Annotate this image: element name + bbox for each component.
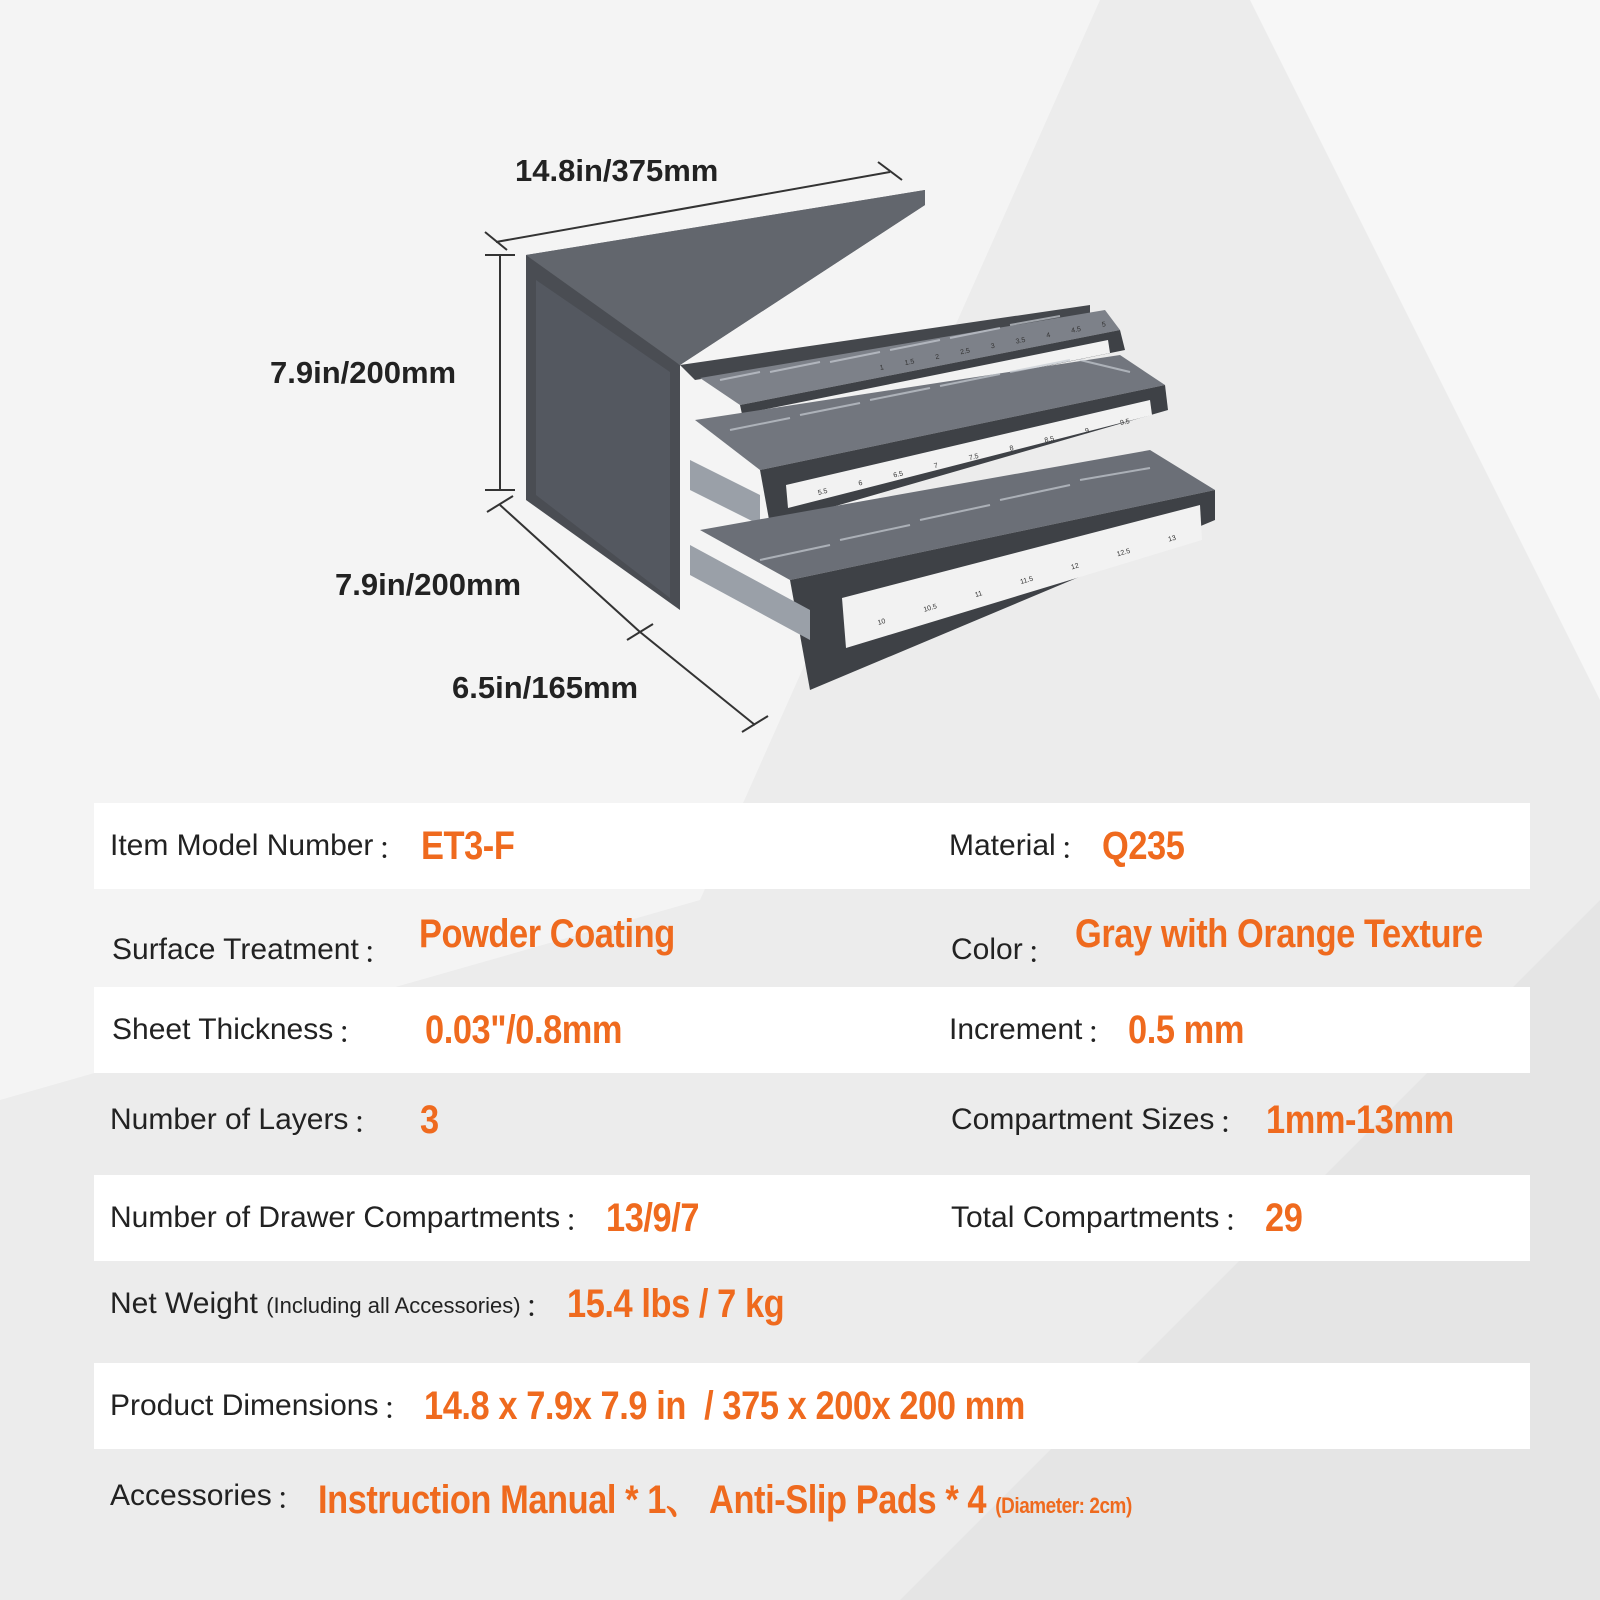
item-model-value: ET3-F bbox=[421, 823, 515, 868]
product-dimensions-value: 14.8 x 7.9x 7.9 in / 375 x 200x 200 mm bbox=[424, 1383, 1026, 1428]
spec-row-1: Item Model Number ： ET3-F Material ： Q235 bbox=[94, 803, 1530, 889]
accessories-value: Instruction Manual * 1、 Anti-Slip Pads * 4 (Diameter: 2cm) bbox=[317, 1477, 1132, 1522]
material-label: Material bbox=[949, 829, 1056, 862]
compartment-sizes-value: 1mm-13mm bbox=[1266, 1097, 1455, 1142]
bottom-drawer-scale: 10 10.5 11 11.5 12 12.5 13 bbox=[877, 534, 1177, 627]
surface-treatment-label: Surface Treatment bbox=[112, 933, 359, 966]
material-value: Q235 bbox=[1101, 823, 1185, 868]
depth-dimension-label: 7.9in/200mm bbox=[335, 567, 522, 602]
spec-row-5: Number of Drawer Compartments ： 13/9/7 Total Compartments ： 29 bbox=[94, 1175, 1530, 1261]
number-of-layers-value: 3 bbox=[420, 1097, 440, 1142]
height-dimension-label: 7.9in/200mm bbox=[270, 355, 457, 390]
accessories-note: (Diameter: 2cm) bbox=[994, 1492, 1132, 1518]
top-drawer-scale: 1 1.5 2 2.5 3 3.5 4 4.5 5 bbox=[879, 321, 1107, 372]
color-label: Color bbox=[951, 933, 1023, 966]
drawer-compartments-label: Number of Drawer Compartments bbox=[110, 1201, 561, 1234]
total-compartments-label: Total Compartments bbox=[951, 1201, 1220, 1234]
accessories-label: Accessories bbox=[110, 1479, 272, 1512]
surface-treatment-value: Powder Coating bbox=[418, 911, 675, 956]
spec-row-3: Sheet Thickness ： 0.03"/0.8mm Increment ： 0.5 mm bbox=[94, 987, 1530, 1073]
middle-drawer-scale: 5.5 6 6.5 7 7.5 8 8.5 9 9.5 bbox=[817, 418, 1131, 497]
net-weight-value: 15.4 lbs / 7 kg bbox=[566, 1281, 784, 1326]
increment-label: Increment bbox=[949, 1013, 1083, 1046]
item-model-label: Item Model Number bbox=[110, 829, 374, 862]
spec-row-2: Surface Treatment ： Powder Coating Color ： Gray with Orange Texture bbox=[112, 911, 1483, 970]
spec-row-7: Product Dimensions ： 14.8 x 7.9x 7.9 in / 375 x 200x 200 mm bbox=[94, 1363, 1530, 1449]
compartment-sizes-label: Compartment Sizes bbox=[951, 1103, 1215, 1136]
sheet-thickness-label: Sheet Thickness bbox=[112, 1013, 334, 1046]
net-weight-label: Net Weight (Including all Accessories) bbox=[110, 1287, 521, 1320]
net-weight-note: (Including all Accessories) bbox=[266, 1293, 521, 1318]
product-dimensions-label: Product Dimensions bbox=[110, 1389, 379, 1422]
drawer-extension-label: 6.5in/165mm bbox=[452, 670, 639, 705]
spec-row-8: Accessories ： Instruction Manual * 1、 Anti-Slip Pads * 4 (Diameter: 2cm) bbox=[94, 1453, 1530, 1539]
sheet-thickness-value: 0.03"/0.8mm bbox=[425, 1007, 623, 1052]
width-dimension-label: 14.8in/375mm bbox=[515, 153, 719, 188]
spec-row-6: Net Weight (Including all Accessories) ： 15.4 lbs / 7 kg bbox=[110, 1281, 784, 1326]
increment-value: 0.5 mm bbox=[1128, 1007, 1245, 1052]
total-compartments-value: 29 bbox=[1265, 1195, 1303, 1240]
spec-row-4: Number of Layers ： 3 Compartment Sizes ： 1mm-13mm bbox=[110, 1097, 1455, 1142]
drawer-compartments-value: 13/9/7 bbox=[606, 1195, 700, 1240]
number-of-layers-label: Number of Layers bbox=[110, 1103, 349, 1136]
color-value: Gray with Orange Texture bbox=[1074, 911, 1483, 956]
